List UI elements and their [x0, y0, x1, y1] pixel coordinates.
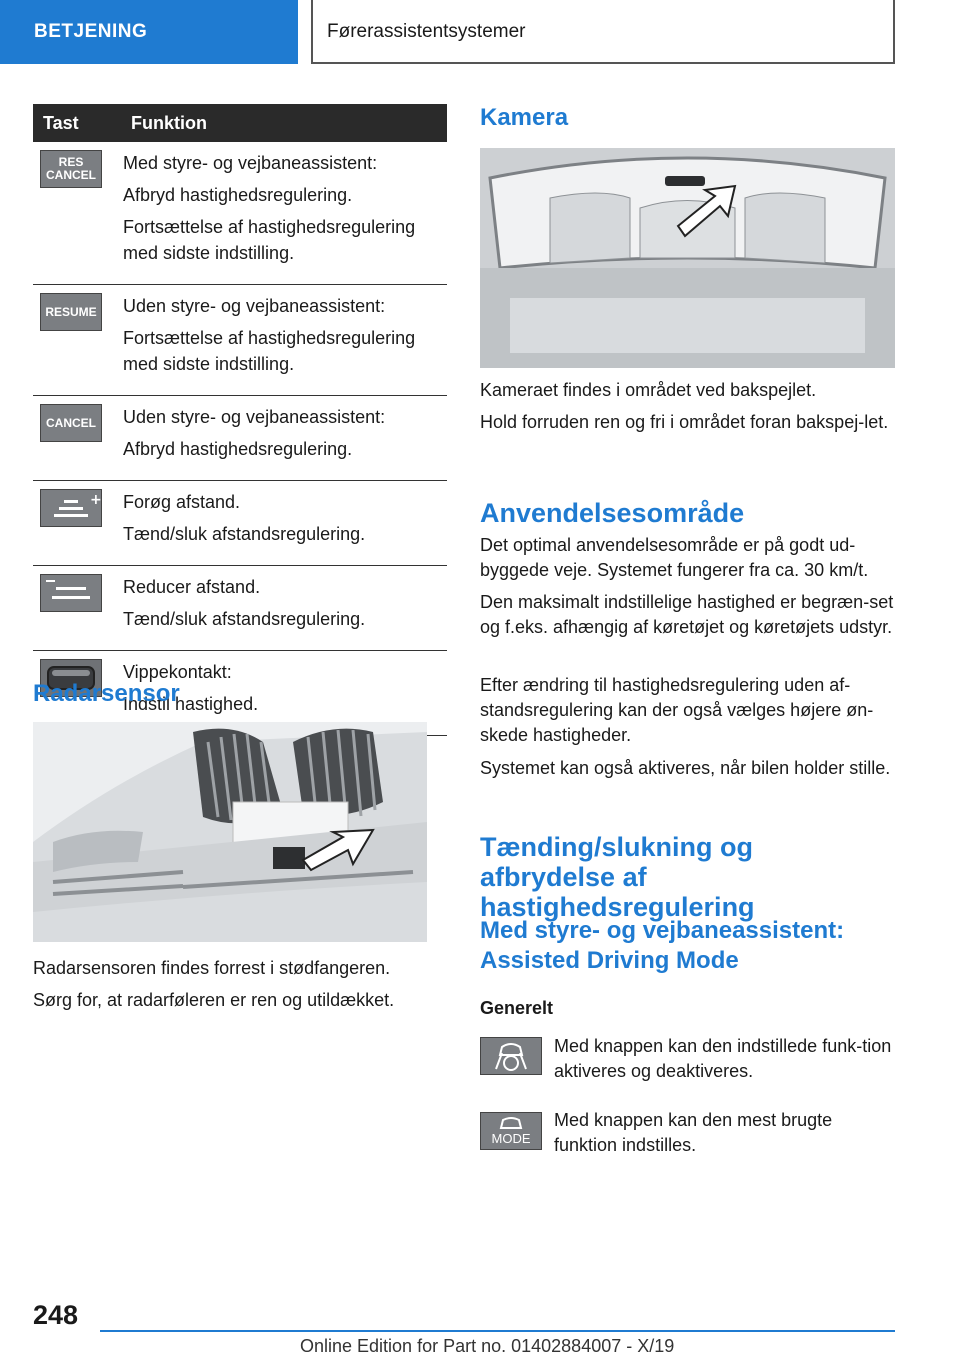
camera-heading: Kamera	[480, 104, 569, 131]
row-text: Afbryd hastighedsregulering.	[123, 439, 353, 459]
footer-divider	[100, 1330, 895, 1332]
page-number: 248	[33, 1300, 79, 1330]
usage-heading: Anvendelsesområde	[480, 498, 745, 528]
distance-decrease-key-icon	[40, 574, 102, 612]
radar-sensor-photo	[33, 722, 427, 942]
table-row	[33, 481, 447, 566]
table-row	[33, 285, 447, 396]
table-row	[33, 142, 447, 285]
section-tab: BETJENING	[0, 0, 298, 64]
row-text: Uden styre- og vejbaneassistent:	[123, 296, 386, 316]
camera-text-2: Hold forruden ren og fri i området foran bakspej-let.	[480, 412, 889, 432]
row-text: Afbryd hastighedsregulering.	[123, 185, 353, 205]
row-text: Reducer afstand.	[123, 577, 261, 597]
distance-increase-key-icon	[40, 489, 102, 527]
button1-text: Med knappen kan den indstillede funk-tion aktiveres og deaktiveres.	[554, 1036, 892, 1081]
col-function-header: Funktion	[123, 104, 447, 142]
table-row	[33, 566, 447, 651]
mode-button-icon	[480, 1112, 542, 1150]
row-text: Forøg afstand.	[123, 492, 241, 512]
row-text: Med styre- og vejbaneassistent:	[123, 153, 378, 173]
camera-text-1: Kameraet findes i området ved bakspejlet.	[480, 380, 817, 400]
row-text: Fortsættelse af hastighedsregulering med sidste indstilling.	[123, 217, 416, 263]
resume-key-icon: RESUME	[40, 293, 102, 331]
key-function-table	[33, 104, 447, 736]
usage-text-1: Det optimal anvendelsesområde er på godt ud-byggede veje. Systemet fungerer fra ca. 30 km/t.	[480, 535, 869, 580]
chapter-title: Førerassistentsystemer	[311, 0, 895, 64]
row-text: Uden styre- og vejbaneassistent:	[123, 407, 386, 427]
radar-text-2: Sørg for, at radarføleren er ren og utildækket.	[33, 990, 395, 1010]
radar-text-1: Radarsensoren findes forrest i stødfangeren.	[33, 958, 391, 978]
usage-text-2: Den maksimalt indstillelige hastighed er begræn-set og f.eks. afhængig af køretøjet og køretøjets udstyr.	[480, 592, 894, 637]
edition-note: Online Edition for Part no. 01402884007 - X/19	[300, 1336, 675, 1356]
switching-heading: Tænding/slukning og afbrydelse af hastighedsregulering	[480, 832, 755, 922]
row-text: Tænd/sluk afstandsregulering.	[123, 609, 366, 629]
assisted-driving-button-icon	[480, 1037, 542, 1075]
col-key-header: Tast	[33, 104, 123, 142]
camera-location-photo	[480, 148, 895, 368]
usage-text-3: Efter ændring til hastighedsregulering uden af-standsregulering kan der også vælges højere øn-skede hastigheder.	[480, 675, 874, 745]
general-heading: Generelt	[480, 998, 554, 1018]
res-cancel-key-icon: RES CANCEL	[40, 150, 102, 188]
usage-text-4: Systemet kan også aktiveres, når bilen holder stille.	[480, 758, 891, 778]
cancel-key-icon: CANCEL	[40, 404, 102, 442]
svg-text:+: +	[90, 492, 102, 508]
row-text: Vippekontakt:	[123, 662, 232, 682]
button2-text: Med knappen kan den mest brugte funktion indstilles.	[554, 1110, 833, 1155]
table-row	[33, 396, 447, 481]
row-text: Fortsættelse af hastighedsregulering med sidste indstilling.	[123, 328, 416, 374]
radar-heading: Radarsensor	[33, 680, 180, 707]
row-text: Indstil hastighed.	[123, 694, 259, 714]
mode-label: MODE	[491, 1130, 531, 1146]
row-text: Tænd/sluk afstandsregulering.	[123, 524, 366, 544]
switching-subheading: Med styre- og vejbaneassistent: Assisted Driving Mode	[480, 917, 845, 974]
